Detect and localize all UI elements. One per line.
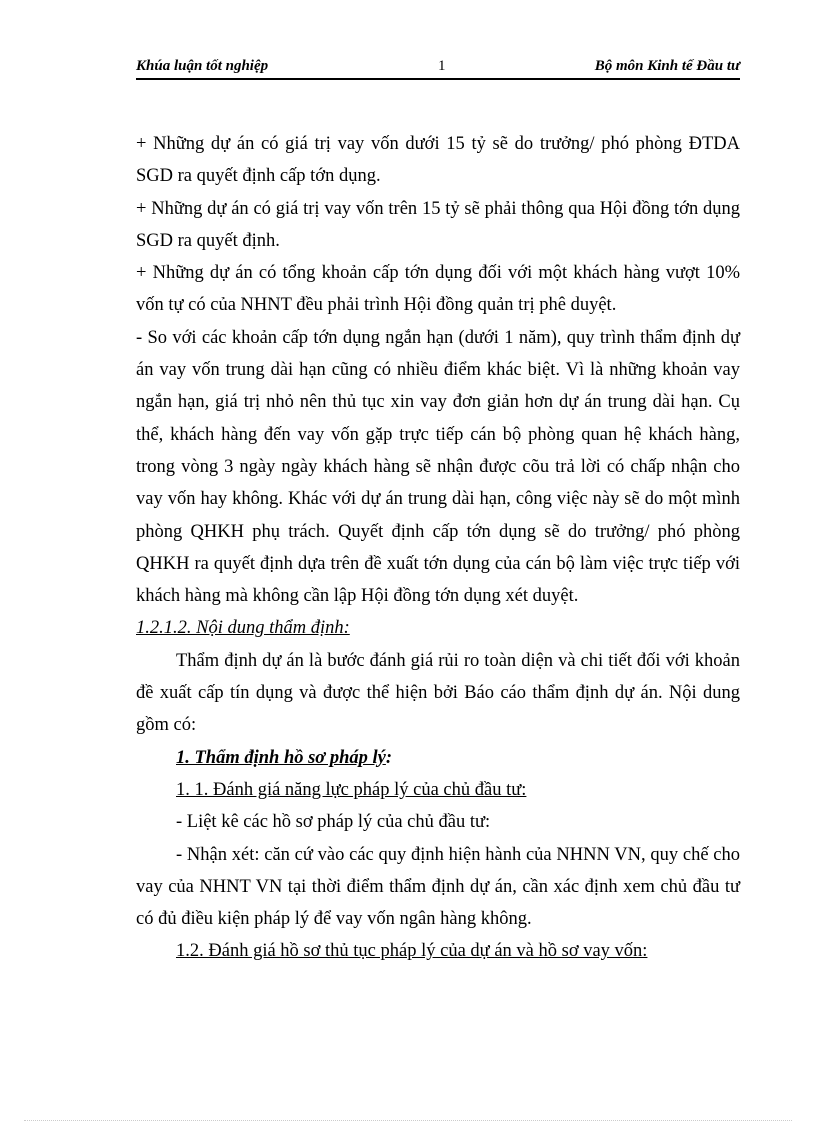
header-department: Bộ môn Kinh tế Đầu tư [594, 58, 740, 74]
heading-legal-appraisal-text: 1. Thẩm định hồ sơ pháp lý [176, 747, 386, 768]
heading-investor-capacity-text: 1. 1. Đánh giá năng lực pháp lý của chủ đầu tư: [176, 779, 527, 800]
section-heading-text: 1.2.1.2. Nội dung thẩm định: [136, 618, 350, 639]
document-body [136, 128, 740, 968]
paragraph-loan-under-15: + Những dự án có giá trị vay vốn dưới 15 tỷ sẽ do trưởng/ phó phòng ĐTDA SGD ra quyết định cấp tớn dụng. [136, 134, 740, 187]
paragraph-list-documents: - Liệt kê các hồ sơ pháp lý của chủ đầu tư: [176, 812, 491, 833]
page-bottom-divider [24, 1120, 792, 1121]
paragraph-loan-over-10-percent: + Những dự án có tổng khoản cấp tớn dụng đối với một khách hàng vượt 10% vốn tự có của NHNT đều phải trình Hội đồng quản trị phê duyệt. [136, 263, 740, 316]
header-thesis-title: Khúa luận tốt nghiệp [136, 58, 269, 74]
heading-legal-appraisal: 1. Thẩm định hồ sơ pháp lý: [136, 742, 740, 774]
header-page-number: 1 [438, 58, 446, 74]
section-heading [136, 612, 740, 644]
paragraph-short-term-comparison: - So với các khoản cấp tớn dụng ngắn hạn (dưới 1 năm), quy trình thẩm định dự án vay vốn trung dài hạn cũng có nhiều điểm khác biệt. Vì là những khoản vay ngắn hạn, giá trị nhỏ nên thủ tục xin vay đơn giản hơn dự án trung dài hạn. Cụ thể, khách hàng đến vay vốn gặp trực tiếp cán bộ phòng quan hệ khách hàng, trong vòng 3 ngày ngày khách hàng sẽ nhận được cõu trả lời có chấp nhận cho vay vốn hay không. Khác với dự án trung dài hạn, công việc này sẽ do một mình phòng QHKH phụ trách. Quyết định cấp tớn dụng sẽ do trưởng/ phó phòng QHKH ra quyết định dựa trên đề xuất tớn dụng của cán bộ làm việc trực tiếp với khách hàng mà không cần lập Hội đồng tớn dụng xét duyệt. [136, 327, 740, 607]
page-header [136, 56, 740, 80]
heading-project-documents-text: 1.2. Đánh giá hồ sơ thủ tục pháp lý của dự án và hồ sơ vay vốn: [176, 941, 648, 962]
heading-project-documents [136, 935, 740, 967]
paragraph-appraisal-intro: Thẩm định dự án là bước đánh giá rủi ro toàn diện và chi tiết đối với khoản đề xuất cấp tín dụng và được thể hiện bởi Báo cáo thẩm định dự án. Nội dung gồm có: [136, 650, 740, 736]
paragraph-loan-over-15: + Những dự án có giá trị vay vốn trên 15 tỷ sẽ phải thông qua Hội đồng tớn dụng SGD ra quyết định. [136, 198, 740, 251]
heading-investor-capacity [136, 774, 740, 806]
paragraph-remarks: - Nhận xét: căn cứ vào các quy định hiện hành của NHNN VN, quy chế cho vay của NHNT VN tại thời điểm thẩm định dự án, cần xác định xem chủ đầu tư có đủ điều kiện pháp lý để vay vốn ngân hàng không. [136, 844, 740, 930]
